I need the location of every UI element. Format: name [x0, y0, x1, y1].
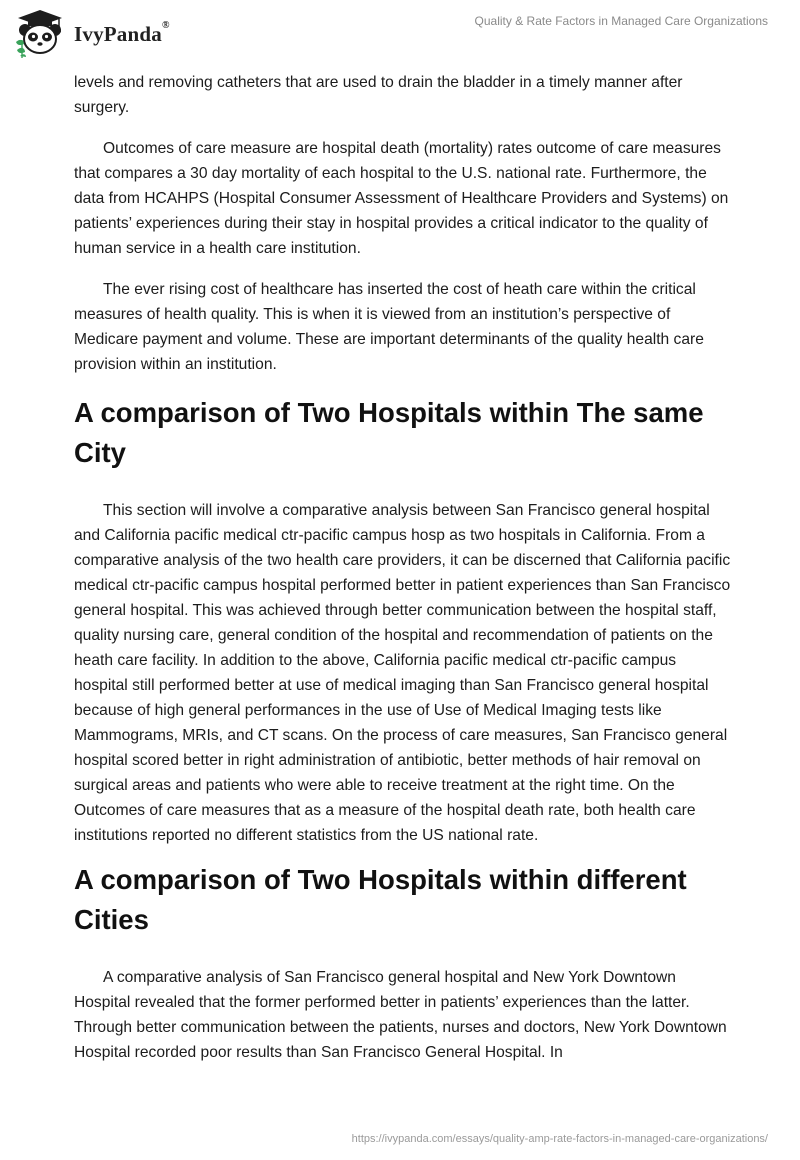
document-title: Quality & Rate Factors in Managed Care Organizations	[474, 14, 768, 28]
ivypanda-logo[interactable]	[14, 8, 170, 58]
essay-content	[74, 70, 734, 1065]
paragraph-different-cities-analysis: A comparative analysis of San Francisco general hospital and New York Downtown Hospital revealed that the former performed better in patients’ experiences than the latter. Through better communication between the patients, nurses and doctors, New York Downtown Hospital recorded poor results than San Francisco General Hospital. In	[74, 969, 727, 1061]
paragraph-outcomes-of-care: Outcomes of care measure are hospital death (mortality) rates outcome of care measures that compares a 30 day mortality of each hospital to the U.S. national rate. Furthermore, the data from HCAHPS (Hospital Consumer Assessment of Healthcare Providers and Systems) on patients’ experiences during their stay in hospital provides a critical indicator to the quality of human service in a health care institution.	[74, 140, 729, 257]
paragraph-continued: levels and removing catheters that are used to drain the bladder in a timely manner after surgery.	[74, 74, 683, 116]
page-header	[0, 0, 800, 64]
paragraph-same-city-analysis: This section will involve a comparative analysis between San Francisco general hospital and California pacific medical ctr-pacific campus hosp as two hospitals in California. From a comparative analysis of the two health care providers, it can be discerned that California pacific medical ctr-pacific campus hospital performed better in patient experiences than San Francisco general hospital. This was achieved through better communication between the hospital staff, quality nursing care, general condition of the hospital and recommendation of patients on the heath care facility. In addition to the above, California pacific medical ctr-pacific campus hospital still performed better at use of medical imaging than San Francisco general hospital because of high general performances in the use of Use of Medical Imaging tests like Mammograms, MRIs, and CT scans. On the process of care measures, San Francisco general hospital scored better in right administration of antibiotic, better methods of hair removal on surgical areas and patients who were able to receive treatment at the right time. On the Outcomes of care measures that as a measure of the hospital death rate, both health care institutions reported no different statistics from the US national rate.	[74, 502, 731, 844]
heading-different-cities-comparison: A comparison of Two Hospitals within different Cities	[74, 864, 687, 935]
source-url[interactable]: https://ivypanda.com/essays/quality-amp-rate-factors-in-managed-care-organizations/	[351, 1133, 768, 1145]
logo-text: IvyPanda®	[74, 19, 170, 46]
panda-graduate-icon	[14, 8, 66, 58]
heading-same-city-comparison: A comparison of Two Hospitals within The same City	[74, 397, 704, 468]
paragraph-cost-of-healthcare: The ever rising cost of healthcare has inserted the cost of heath care within the critical measures of health quality. This is when it is viewed from an institution’s perspective of Medicare payment and volume. These are important determinants of the quality health care provision within an institution.	[74, 281, 704, 373]
